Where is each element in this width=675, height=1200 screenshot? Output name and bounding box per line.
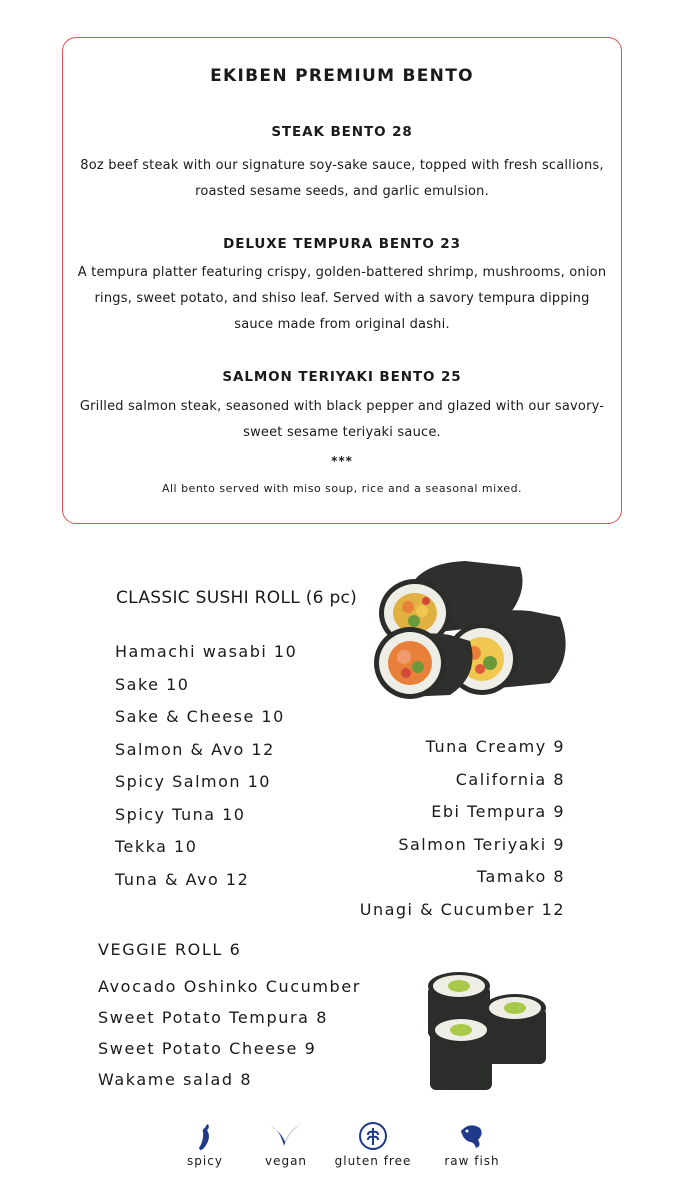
- legend-vegan: [241, 1120, 331, 1168]
- list-item: Tekka 10: [115, 837, 198, 856]
- sushi-roll-image: [370, 555, 575, 705]
- list-item: Sake & Cheese 10: [115, 707, 285, 726]
- list-item: California 8: [455, 769, 565, 789]
- list-item: Avocado Oshinko Cucumber: [98, 977, 361, 996]
- list-item: Sweet Potato Cheese 9: [98, 1039, 317, 1058]
- bento-item-desc: 8oz beef steak with our signature soy-sake sauce, topped with fresh scallions, roasted sesame seeds, and garlic emulsion.: [80, 158, 604, 199]
- classic-roll-list-right: [360, 731, 565, 926]
- list-item: Sweet Potato Tempura 8: [98, 1008, 329, 1027]
- legend-label: vegan: [264, 1154, 308, 1168]
- classic-roll-list-left: [115, 636, 297, 896]
- bento-item-name: STEAK BENTO 28: [271, 124, 413, 140]
- list-item: Tuna Creamy 9: [425, 737, 565, 756]
- bento-item-name: SALMON TERIYAKI BENTO 25: [222, 369, 462, 385]
- legend-label: gluten free: [334, 1154, 412, 1168]
- chili-pepper-icon: [190, 1120, 220, 1152]
- list-item: Hamachi wasabi 10: [115, 642, 298, 661]
- legend-spicy: [160, 1120, 250, 1168]
- list-item: Tamako 8: [476, 867, 565, 886]
- veggie-roll-list: [98, 971, 361, 1095]
- legend-raw-fish: [427, 1120, 517, 1168]
- list-item: Wakame salad 8: [98, 1070, 253, 1089]
- list-item: Sake 10: [115, 674, 190, 694]
- bento-item-name: DELUXE TEMPURA BENTO 23: [223, 236, 461, 252]
- list-item: Salmon & Avo 12: [115, 739, 275, 759]
- veggie-roll-title: VEGGIE ROLL 6: [98, 940, 242, 959]
- bento-panel: [62, 37, 622, 524]
- bento-title: EKIBEN PREMIUM BENTO: [210, 66, 474, 86]
- list-item: Salmon Teriyaki 9: [398, 834, 565, 854]
- list-item: Tuna & Avo 12: [115, 869, 250, 889]
- legend-label: spicy: [187, 1154, 223, 1168]
- bento-item-desc: Grilled salmon steak, seasoned with black pepper and glazed with our savory-sweet sesame teriyaki sauce.: [79, 399, 605, 440]
- list-item: Ebi Tempura 9: [431, 802, 565, 821]
- bento-note: All bento served with miso soup, rice and a seasonal mixed.: [161, 482, 523, 495]
- legend-label: raw fish: [444, 1154, 500, 1168]
- leaf-icon: [268, 1120, 304, 1152]
- classic-roll-title: CLASSIC SUSHI ROLL (6 pc): [116, 588, 358, 608]
- fish-icon: [456, 1120, 488, 1152]
- separator-stars: ***: [331, 454, 353, 468]
- list-item: Spicy Tuna 10: [115, 804, 246, 824]
- list-item: Spicy Salmon 10: [115, 772, 271, 791]
- veggie-roll-image: [420, 968, 550, 1098]
- bento-item-desc: A tempura platter featuring crispy, golden-battered shrimp, mushrooms, onion rings, sweet potato, and shiso leaf. Served with a savory tempura dipping sauce made from original dashi.: [77, 265, 607, 332]
- legend-gluten-free: [328, 1120, 418, 1168]
- wheat-crossed-icon: [357, 1120, 389, 1152]
- list-item: Unagi & Cucumber 12: [359, 899, 565, 919]
